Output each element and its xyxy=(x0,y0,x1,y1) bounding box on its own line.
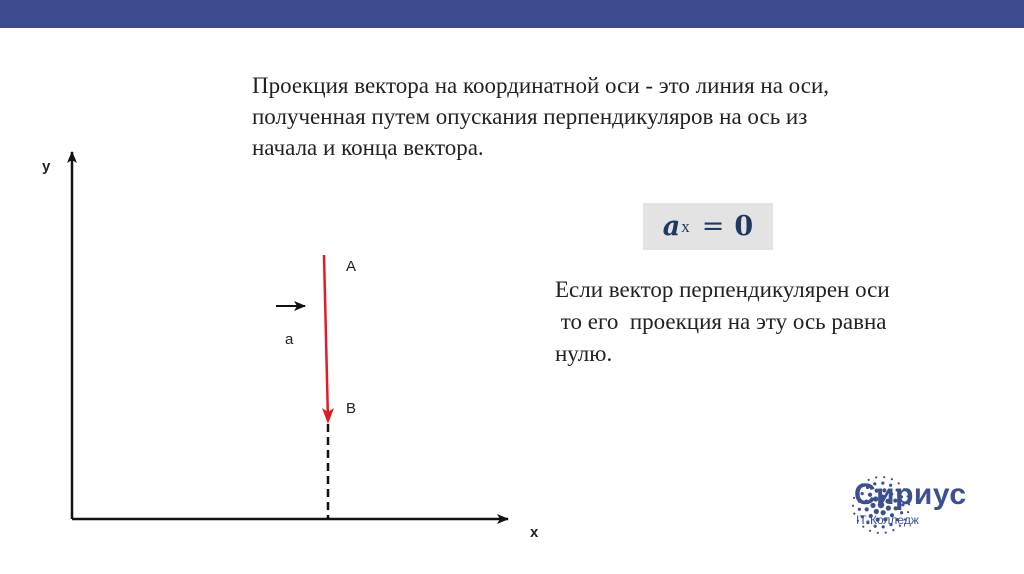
y-axis-label: y xyxy=(42,158,51,175)
point-b-label: B xyxy=(346,400,357,417)
formula-value: 0 xyxy=(734,211,754,242)
x-axis-label: x xyxy=(530,524,539,541)
logo-dot xyxy=(885,531,887,533)
formula-operator: = xyxy=(701,211,725,242)
logo-dot xyxy=(877,532,879,534)
rule-line: нулю. xyxy=(555,341,613,366)
definition-line: начала и конца вектора. xyxy=(252,135,484,160)
logo-dot xyxy=(869,530,871,532)
formula-subscript: x xyxy=(681,216,690,236)
point-a-label: A xyxy=(346,258,357,275)
vector-label: a xyxy=(285,331,294,348)
definition-line: Проекция вектора на координатной оси - это линия на оси, xyxy=(252,73,830,98)
definition-line: полученная путем опускания перпендикуляров на ось из xyxy=(252,104,808,129)
rule-line: Если вектор перпендикулярен оси xyxy=(555,277,890,302)
rule-line: то его проекция на эту ось равна xyxy=(555,309,887,334)
vector-ab xyxy=(324,255,328,420)
logo-subtitle: IT-Колледж xyxy=(856,513,919,527)
logo-name: Сириус xyxy=(854,478,967,511)
logo-dot xyxy=(892,529,894,531)
formula-variable: a xyxy=(662,211,681,242)
